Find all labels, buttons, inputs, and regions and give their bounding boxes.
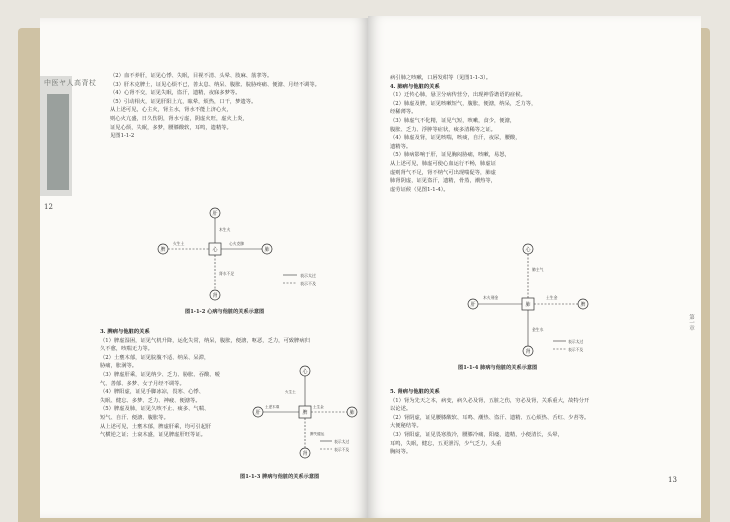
paragraph-line: （2）肺虚及脾，证见咳嗽短气，腹胀，便溏，纳呆，乏力等， — [390, 100, 537, 107]
right-text-block-1 — [390, 74, 536, 194]
section-heading: 5. 肾病与他脏的关系 — [390, 389, 440, 395]
node-bottom-label: 肾 — [525, 349, 531, 355]
paragraph-line: （1）迁传心肺，悬卫分病传营分，出现神昏谵语的症候。 — [390, 92, 526, 99]
diagram-heart-relations — [155, 203, 345, 308]
edge-label: 心火克肺 — [229, 241, 245, 246]
edge-label: 木生火 — [219, 227, 231, 232]
paragraph-line: 从上述可见，土壅木郁，脾虚肝乘，均可引起肝 — [100, 423, 212, 430]
paragraph-line: （1）脾虚湿困，证见气机升降，运化失常，纳呆，腹胀，便溏，呕恶，乏力，可致脾病归 — [100, 337, 310, 344]
edge-label: 火生土 — [285, 390, 296, 394]
paragraph-line: （4）心肾不交，证见失眠，盗汗，遗精，夜寐多梦等。 — [110, 90, 241, 97]
header-title-block — [47, 94, 69, 190]
paragraph-line: 则心火亢盛，日久伤阴，肾水亏虚，阴虚火旺，虚火上炎， — [110, 115, 248, 122]
paragraph-line: 肺肾阴虚，证见盗汗，遗精，骨蒸，潮热等， — [390, 178, 496, 185]
section-heading: 3. 脾病与他脏的关系 — [100, 329, 150, 335]
edge-label: 土虚木乘 — [265, 405, 280, 409]
legend-label: 表示不及 — [568, 347, 584, 352]
paragraph-line: 从上述可见，心主火，肾主水，肾水不能上济心火， — [110, 107, 232, 114]
paragraph-line: （4）脾阳虚，证见手脚冰凉，畏寒、心悸、 — [100, 389, 205, 396]
paragraph-line: （3）脾虚肝乘，证见纳少、乏力、胁胀、吞酸、嗳 — [100, 371, 220, 378]
chapter-side-label: 第一章 — [688, 314, 694, 331]
paragraph-line: （4）肺虚及肾，证见咳喘，咳痰，自汗，夜尿，腰酸， — [390, 135, 521, 142]
paragraph-line: 胸闷等。 — [390, 449, 412, 456]
legend-label: 表示不及 — [300, 281, 316, 286]
node-top-label: 心 — [525, 247, 531, 253]
edge-label: 肾水不足 — [219, 271, 235, 276]
paragraph-line: 耳鸣，失眠，健忘，五更泄泻，少气乏力，头重 — [390, 440, 502, 447]
node-left-label: 肝 — [255, 410, 261, 416]
paragraph-line: 以论述。 — [390, 406, 412, 413]
paragraph-line: 虚则肾气不足，肾不纳气可出现喘促等，肺虚 — [390, 169, 496, 176]
node-bottom-label: 肾 — [212, 293, 218, 299]
paragraph-line: 气横逆之证；土衰木盛，证见脾虚肝旺等证。 — [100, 432, 206, 439]
paragraph-line: （5）脾虚及肺，证见久咳不止、痰多、气喘、 — [100, 406, 210, 413]
paragraph-line: 虚劳证候（见图1-1-4）。 — [390, 186, 449, 193]
diagram-spleen-relations — [250, 363, 365, 463]
page-number-left: 12 — [44, 203, 53, 211]
page-number-right: 13 — [668, 476, 677, 484]
paragraph-line: （5）引动相火，证见肝阳上亢，眩晕，烦热，口干，梦遗等。 — [110, 98, 257, 105]
figure-caption: 图1-1-3 脾病与他脏的关系示意图 — [240, 474, 320, 480]
node-left-label: 肝 — [470, 302, 476, 308]
edge-label: 木火刑金 — [483, 295, 499, 300]
node-left-label: 脾 — [160, 247, 166, 253]
paragraph-line: 气、善郁、多梦、女子月经不调等。 — [100, 380, 185, 387]
edge-label: 肺主气 — [532, 267, 544, 272]
paragraph-line: （5）肺病影响于肝，证见胸闷胁痛，咳嗽，易怒， — [390, 152, 510, 159]
legend-label: 表示太过 — [568, 339, 584, 344]
left-page — [40, 18, 368, 518]
right-text-block-2 — [390, 388, 589, 457]
paragraph-line: （1）肾为先天之本，病变，病久必及肾，五脏之伤，穷必及肾，关系重大，故特分开 — [390, 397, 590, 404]
paragraph-line: 腹胀、乏力、浮肿等症状，痰多清稀等之证。 — [390, 126, 496, 133]
node-bottom-label: 肾 — [302, 451, 308, 457]
paragraph-line: 失眠、健忘、多梦、乏力、神疲、便溏等。 — [100, 397, 201, 404]
legend-label: 表示太过 — [334, 439, 350, 444]
paragraph-line: 病引肺之咳嗽，口唇发绀等（见图1-1-3）。 — [390, 75, 492, 81]
paragraph-line: 大便秘结等。 — [390, 423, 422, 430]
node-right-label: 脾 — [580, 302, 586, 308]
section-heading: 4. 肺病与他脏的关系 — [390, 83, 440, 90]
paragraph-line: （3）肾阳虚，证见畏寒肢冷，腰膝冷痛，阳痿，遗精，小便清长，头晕， — [390, 431, 563, 438]
diagram-lung-relations — [428, 241, 613, 361]
paragraph-line: （2）血不养肝，证见心悸、失眠，目视不清、头晕、肢麻、筋挛等。 — [110, 73, 273, 79]
edge-label: 脾失健运 — [310, 432, 325, 436]
legend-label: 表示不及 — [334, 447, 350, 452]
left-text-block-1 — [110, 72, 320, 141]
paragraph-line: （3）肝木克脾土，证见心烦不已，善太息、纳呆、腹胀、脘胁疼痛、便溏、月经不调等。 — [110, 81, 320, 88]
paragraph-line: 见图1-1-2 — [110, 133, 135, 140]
edge-label: 火生土 — [173, 241, 185, 246]
logo: 中医ヤ人高背杖 — [44, 79, 97, 87]
paragraph-line: 久不愈，咳喘无力等。 — [100, 346, 153, 353]
paragraph-line: 从上述可见，肺虚可使心血运行不畅，肺虚证 — [390, 160, 496, 167]
node-top-label: 心 — [302, 369, 308, 375]
edge-label: 土生金 — [313, 405, 324, 409]
paragraph-line: 胁痛，胀满等。 — [100, 363, 138, 370]
edge-label: 金生水 — [532, 327, 544, 332]
node-right-label: 肺 — [264, 247, 270, 253]
node-right-label: 肺 — [349, 410, 355, 416]
header-band — [40, 76, 97, 196]
paragraph-line: 经稀薄等。 — [390, 109, 417, 116]
legend-label: 表示太过 — [300, 273, 316, 278]
node-top-label: 肝 — [212, 211, 218, 217]
node-center-label: 脾 — [302, 410, 308, 416]
figure-caption: 图1-1-4 肺病与他脏的关系示意图 — [458, 365, 538, 371]
edge-label: 土生金 — [546, 295, 558, 300]
node-center-label: 肺 — [525, 302, 531, 308]
node-center-label: 心 — [212, 247, 218, 253]
paragraph-line: （2）肾阴虚，证见腰膝酸软、耳鸣、潮热、盗汗、遗精、五心烦热、舌红、少苔等。 — [390, 414, 590, 421]
paragraph-line: 遗精等。 — [390, 143, 412, 150]
right-page — [368, 16, 701, 518]
figure-caption: 图1-1-2 心病与他脏的关系示意图 — [185, 309, 265, 315]
paragraph-line: 短气、自汗、便溏、腹胀等。 — [100, 414, 169, 421]
paragraph-line: （2）土壅木郁，证见脘腹不适、纳呆、呆滞， — [100, 354, 210, 361]
paragraph-line: （3）肺虚气不化精，证见气短，咳嗽，食少，便溏， — [390, 117, 516, 124]
paragraph-line: 证见心烦，失眠，多梦，腰膝酸软，耳鸣，遗精等。 — [110, 124, 232, 131]
